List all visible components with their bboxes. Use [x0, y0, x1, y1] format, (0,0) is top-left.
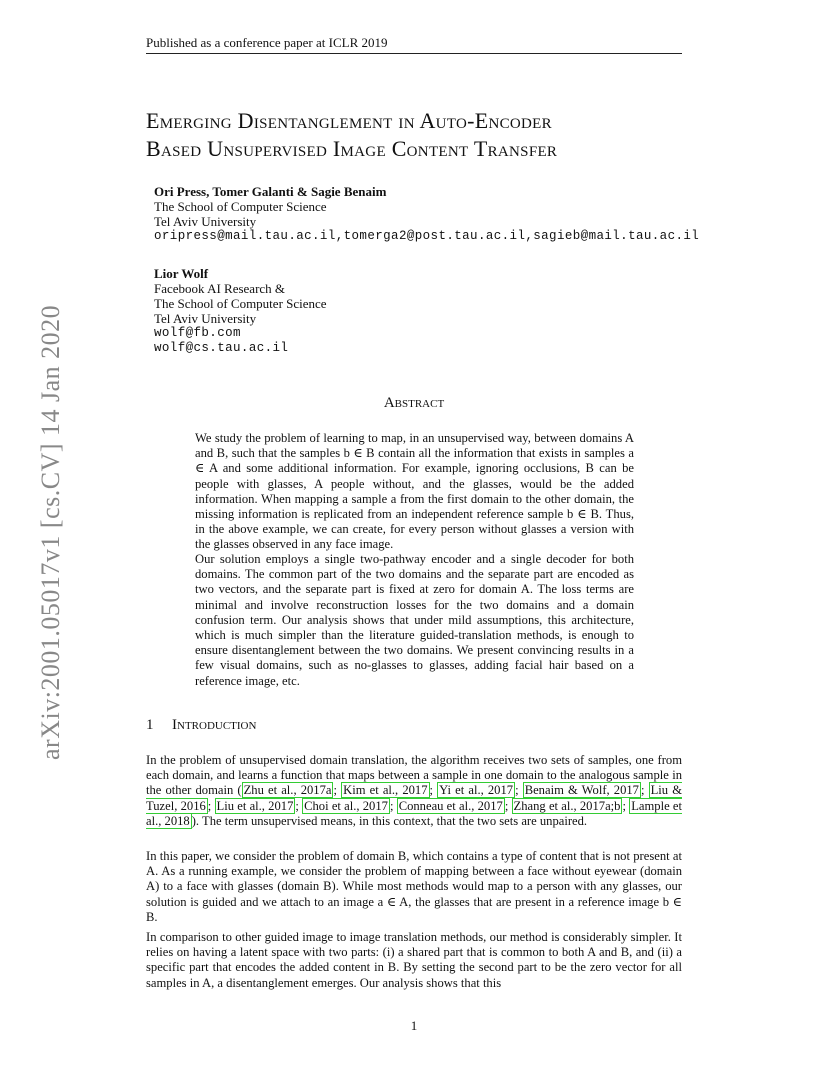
abstract-heading: Abstract: [383, 395, 445, 411]
author-email[interactable]: wolf@cs.tau.ac.il: [154, 341, 289, 355]
intro-text: In the problem of unsupervised domain translation, the algorithm receives two sets of samples, one from each domain, and learns a function that maps between a sample in one domain to the analogous sample in the other domain (: [146, 753, 682, 798]
affiliation: Facebook AI Research &: [154, 281, 286, 296]
abstract-paragraph-1: We study the problem of learning to map, in an unsupervised way, between domains A and B, such that the samples b ∈ B contain all the information that exists in samples a ∈ A and some additional information. For example, ignoring occlusions, B can be people with glasses, A people without, and the glasses, would be the added information. When mapping a sample a from the first domain to the other domain, the missing information is replicated from an independent reference sample b ∈ B. Thus, in the above example, we can create, for every person without glasses a version with the glasses observed in any face image.: [195, 431, 634, 552]
title-line-2: Based Unsupervised Image Content Transfer: [146, 136, 558, 161]
author-name: Lior Wolf: [154, 266, 209, 281]
affiliation: The School of Computer Science: [154, 199, 327, 214]
author-block-2: [154, 266, 327, 356]
intro-paragraph-2: In this paper, we consider the problem of domain B, which contains a type of content that is not present at A. As a running example, we consider the problem of mapping between a face without eyewear (domain A) to a face with glasses (domain B). While most methods would map to a person with any glasses, our solution is guided and we attach to an image a ∈ A, the glasses that are present in a reference image b ∈ B.: [146, 849, 682, 924]
title-line-1: Emerging Disentanglement in Auto-Encoder: [146, 108, 552, 133]
author-email[interactable]: wolf@fb.com: [154, 326, 241, 340]
intro-paragraph-3: In comparison to other guided image to image translation methods, our method is considerably simpler. It relies on having a latent space with two parts: (i) a shared part that is common to both A and B, and (ii) a specific part that encodes the added content in B. By setting the second part to be the zero vector for all samples in A, a disentanglement emerges. Our analysis shows that this: [146, 930, 682, 990]
affiliation: The School of Computer Science: [154, 296, 327, 311]
page-number: 1: [410, 1018, 418, 1033]
header-rule: [146, 53, 682, 54]
intro-paragraph-1: In the problem of unsupervised domain translation, the algorithm receives two sets of samples, one from each domain, and learns a function that maps between a sample in one domain to the analogous sample in the other domain ( Zhu et al., 2017a ; Kim et al., 2017 ; Yi et al., 2017 ; Benaim & Wolf, 2017 ; Liu & Tuzel, 2016 ; Liu et al., 2017 ; Choi et al., 2017 ; Conneau et al., 2017 ; Zhang et al., 2017a;b ; Lample et al., 2018 ). The term unsupervised means, in this context, that the two sets are unpaired.: [146, 753, 683, 828]
paper-title: [146, 107, 557, 163]
citation-link[interactable]: Zhu et al., 2017a: [243, 783, 332, 798]
citation-link[interactable]: Zhang et al., 2017a;b: [513, 798, 621, 813]
section-number: 1: [146, 717, 154, 733]
author-block-1: [154, 184, 699, 244]
section-title: Introduction: [172, 717, 257, 733]
citation-link[interactable]: Liu et al., 2017: [216, 798, 294, 813]
citation-link[interactable]: Yi et al., 2017: [439, 783, 514, 798]
affiliation: Tel Aviv University: [154, 311, 257, 326]
abstract-paragraph-2: Our solution employs a single two-pathway encoder and a single decoder for both domains. The common part of the two domains and the separate part are encoded as two vectors, and the separate part is fixed at zero for domain A. The loss terms are minimal and involve reconstruction losses for the two domains and a domain confusion term. Our analysis shows that under mild assumptions, this architecture, which is much simpler than the literature guided-translation methods, is enough to ensure disentanglement between the two domains. We present convincing results in a few visual domains, such as no-glasses to glasses, adding facial hair based on a reference image, etc.: [195, 552, 634, 688]
citation-link[interactable]: Liu & Tuzel, 2016: [146, 783, 683, 813]
intro-text: ). The term unsupervised means, in this context, that the two sets are unpaired.: [191, 813, 588, 828]
citation-link[interactable]: Choi et al., 2017: [304, 798, 388, 813]
author-names: Ori Press, Tomer Galanti & Sagie Benaim: [154, 184, 387, 199]
citation-link[interactable]: Lample et al., 2018: [146, 798, 682, 828]
section-heading: [146, 717, 256, 734]
running-header: Published as a conference paper at ICLR 2019: [146, 35, 388, 50]
author-emails[interactable]: oripress@mail.tau.ac.il,tomerga2@post.tau.ac.il,sagieb@mail.tau.ac.il: [154, 229, 700, 243]
arxiv-stamp[interactable]: arXiv:2001.05017v1 [cs.CV] 14 Jan 2020: [36, 304, 65, 760]
affiliation: Tel Aviv University: [154, 214, 257, 229]
citation-link[interactable]: Benaim & Wolf, 2017: [524, 783, 639, 798]
citation-link[interactable]: Kim et al., 2017: [343, 783, 428, 798]
citation-link[interactable]: Conneau et al., 2017: [398, 798, 503, 813]
